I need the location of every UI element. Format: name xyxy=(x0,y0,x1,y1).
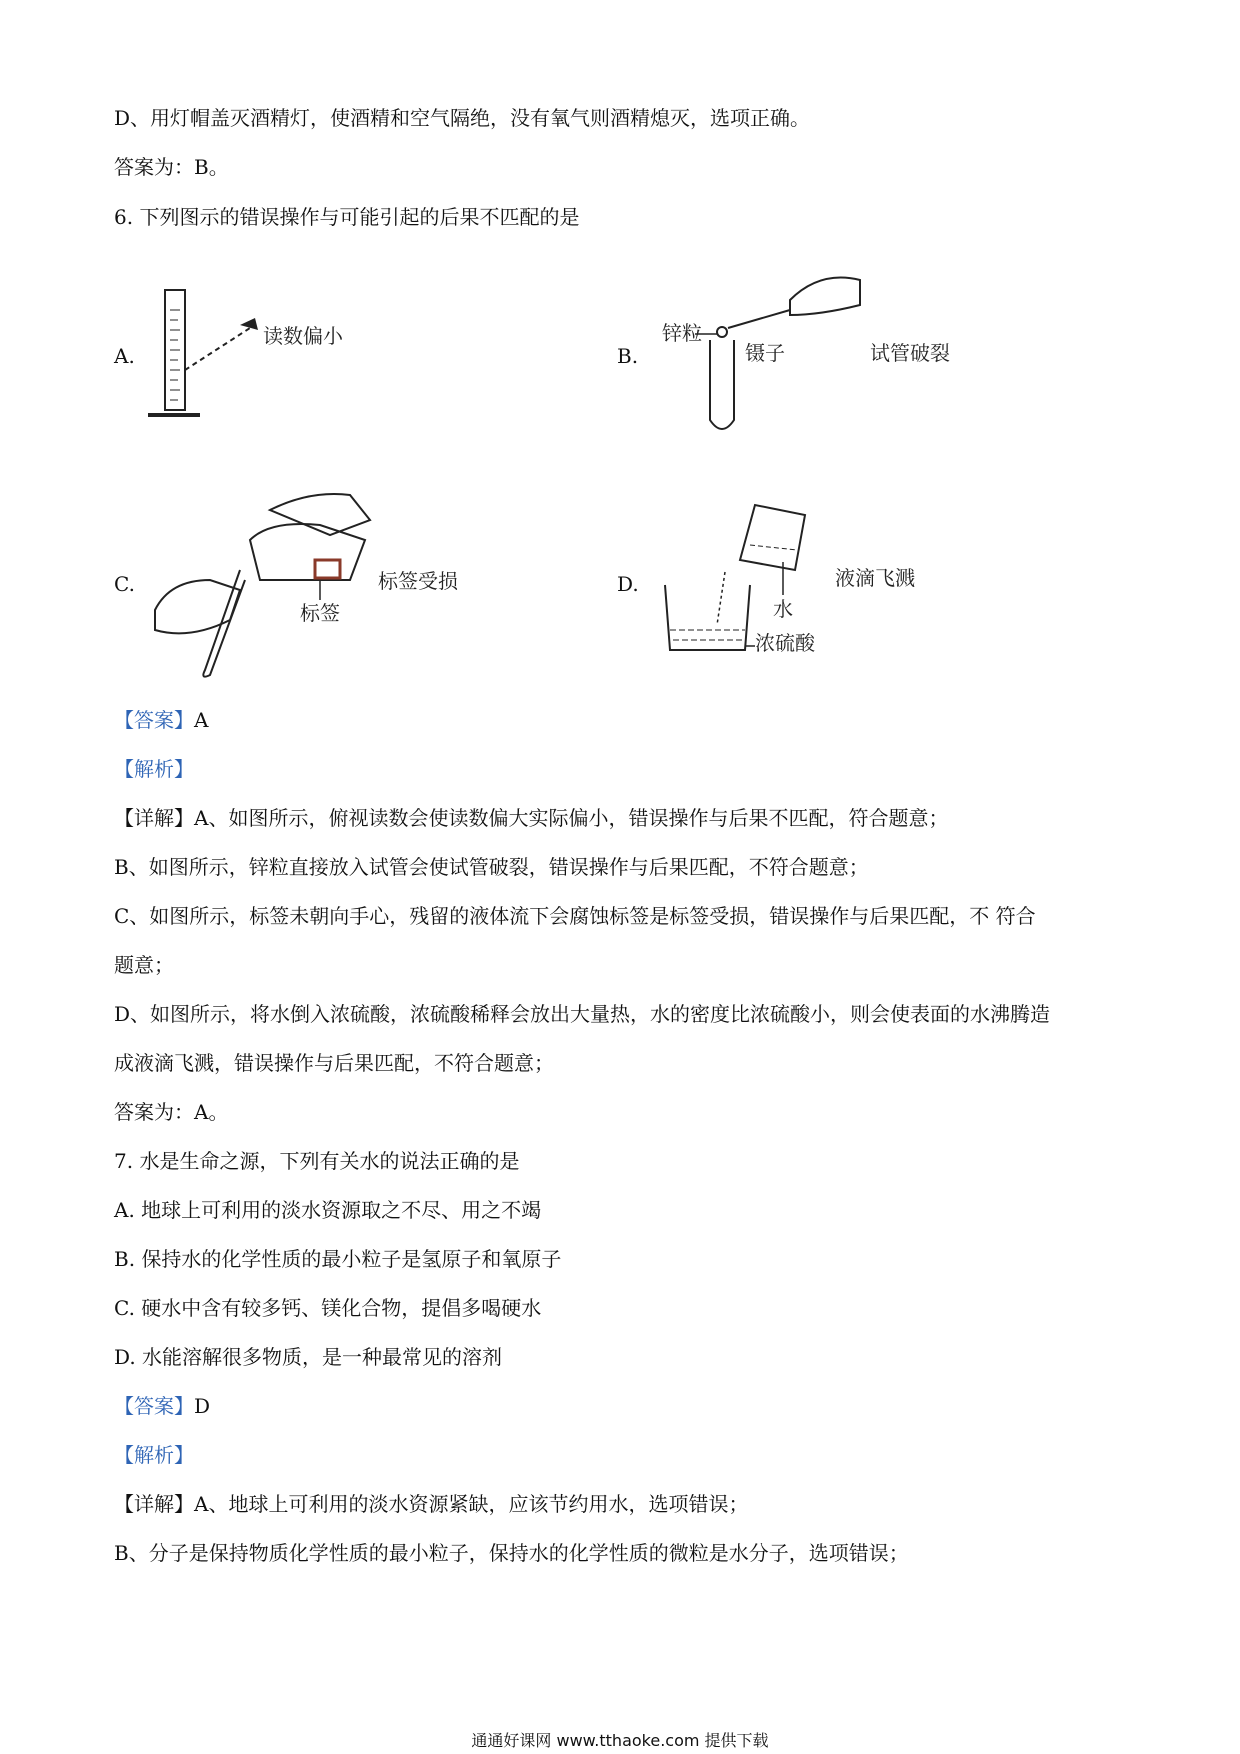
caption-a: 读数偏小 xyxy=(263,324,343,348)
label-sulfuric-acid: 浓硫酸 xyxy=(755,631,815,655)
answer-line xyxy=(114,1392,210,1420)
text-line: D、用灯帽盖灭酒精灯，使酒精和空气隔绝，没有氧气则酒精熄灭，选项正确。 xyxy=(114,106,811,130)
question-7: 7. 水是生命之源，下列有关水的说法正确的是 xyxy=(114,1149,520,1173)
answer-line xyxy=(114,706,208,734)
option-7d: D. 水能溶解很多物质，是一种最常见的溶剂 xyxy=(114,1345,503,1369)
option-b-letter: B. xyxy=(617,344,639,368)
figure-a xyxy=(140,280,410,430)
text-line: 成液滴飞溅，错误操作与后果匹配，不符合题意； xyxy=(114,1051,554,1075)
caption-b: 试管破裂 xyxy=(870,341,950,365)
option-c-letter: C. xyxy=(114,572,135,596)
figure-b xyxy=(650,260,960,440)
text-line: B、分子是保持物质化学性质的最小粒子，保持水的化学性质的微粒是水分子，选项错误； xyxy=(114,1541,909,1565)
answer-value: A xyxy=(194,708,209,732)
analysis-tag: 【解析】 xyxy=(114,1443,194,1467)
text-line xyxy=(114,1490,748,1518)
figure-c xyxy=(150,480,480,680)
option-7c: C. 硬水中含有较多钙、镁化合物，提倡多喝硬水 xyxy=(114,1296,542,1320)
caption-c: 标签受损 xyxy=(378,569,458,593)
answer-tag: 【答案】 xyxy=(114,1394,194,1418)
detail-text: A、如图所示，俯视读数会使读数偏大实际偏小，错误操作与后果不匹配，符合题意； xyxy=(194,806,949,830)
text-line: 答案为：A。 xyxy=(114,1100,229,1124)
option-7a: A. 地球上可利用的淡水资源取之不尽、用之不竭 xyxy=(114,1198,542,1222)
caption-d: 液滴飞溅 xyxy=(835,566,915,590)
label-zinc: 锌粒 xyxy=(662,321,702,345)
detail-tag: 【详解】 xyxy=(114,806,194,830)
text-line: 题意； xyxy=(114,953,174,977)
label-tweezers: 镊子 xyxy=(745,341,785,365)
label-water: 水 xyxy=(773,597,793,621)
text-line: D、如图所示，将水倒入浓硫酸，浓硫酸稀释会放出大量热，水的密度比浓硫酸小，则会使表面的水沸腾造 xyxy=(114,1002,1051,1026)
figure-d xyxy=(655,500,955,670)
label-label: 标签 xyxy=(300,601,340,625)
detail-text: A、地球上可利用的淡水资源紧缺，应该节约用水，选项错误； xyxy=(194,1492,749,1516)
text-line: B、如图所示，锌粒直接放入试管会使试管破裂，错误操作与后果匹配，不符合题意； xyxy=(114,855,869,879)
detail-tag: 【详解】 xyxy=(114,1492,194,1516)
text-line: 答案为：B。 xyxy=(114,155,229,179)
text-line xyxy=(114,804,948,832)
text-line: C、如图所示，标签未朝向手心，残留的液体流下会腐蚀标签是标签受损，错误操作与后果匹配，不 符合 xyxy=(114,904,1036,928)
question-6: 6. 下列图示的错误操作与可能引起的后果不匹配的是 xyxy=(114,205,580,229)
answer-tag: 【答案】 xyxy=(114,708,194,732)
option-7b: B. 保持水的化学性质的最小粒子是氢原子和氧原子 xyxy=(114,1247,562,1271)
answer-value: D xyxy=(194,1394,211,1418)
option-d-letter: D. xyxy=(617,572,639,596)
option-a-letter: A. xyxy=(114,344,135,368)
analysis-tag: 【解析】 xyxy=(114,757,194,781)
footer-text: 通通好课网 www.tthaoke.com 提供下载 xyxy=(471,1731,769,1750)
